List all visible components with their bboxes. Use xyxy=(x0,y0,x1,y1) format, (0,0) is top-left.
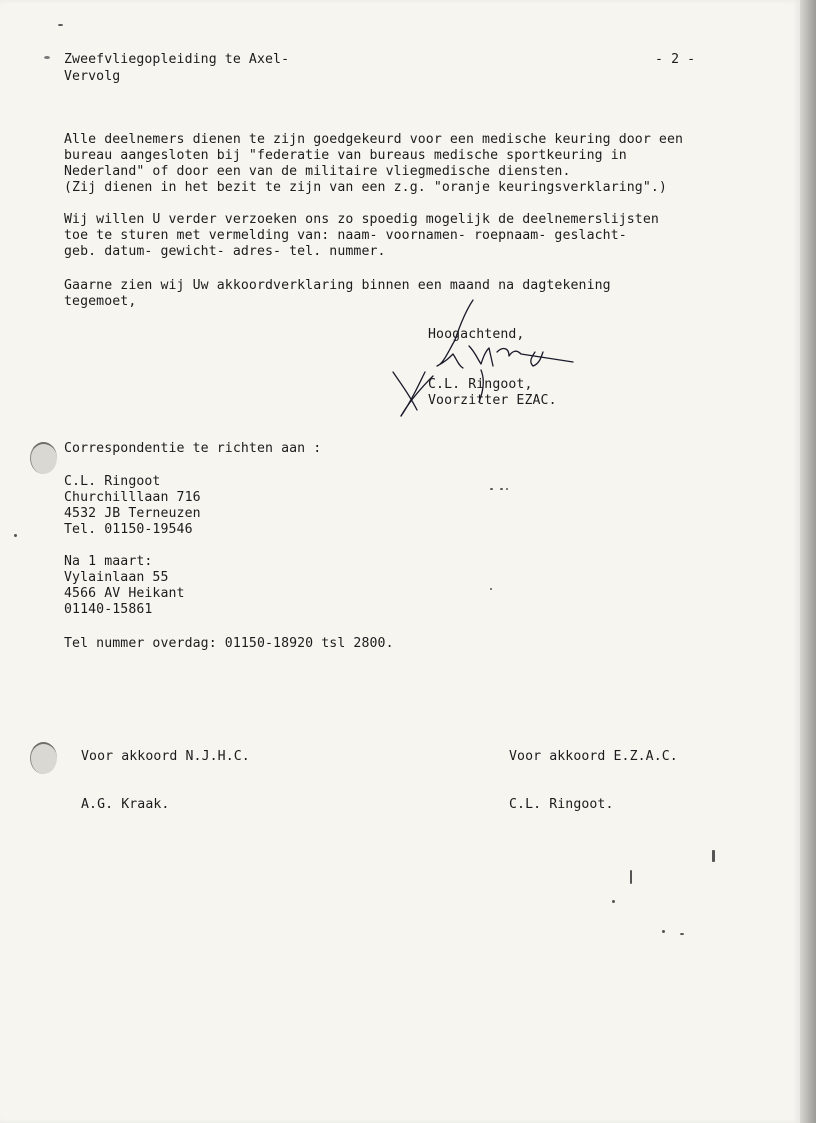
paper-mark xyxy=(500,488,503,490)
paragraph-line: toe te sturen met vermelding van: naam- voornamen- roepnaam- geslacht- xyxy=(64,228,627,243)
address-line: 4566 AV Heikant xyxy=(64,586,185,601)
paper-mark xyxy=(662,930,665,933)
daytime-phone: Tel nummer overdag: 01150-18920 tsl 2800. xyxy=(64,636,394,651)
address-line: Na 1 maart: xyxy=(64,554,153,569)
signatory-title: Voorzitter EZAC. xyxy=(428,393,557,408)
header-subject: Zweefvliegopleiding te Axel- xyxy=(64,52,290,67)
address-line: C.L. Ringoot xyxy=(64,474,161,489)
paper-mark xyxy=(712,850,715,862)
punch-hole-top xyxy=(30,442,57,474)
paragraph-line: tegemoet, xyxy=(64,294,137,309)
paragraph-line: geb. datum- gewicht- adres- tel. nummer. xyxy=(64,244,386,259)
paragraph-line: Wij willen U verder verzoeken ons zo spoedig mogelijk de deelnemerslijsten xyxy=(64,212,659,227)
paper-mark xyxy=(58,24,63,26)
address-line: 4532 JB Terneuzen xyxy=(64,506,201,521)
paragraph-line: (Zij dienen in het bezit te zijn van een z.g. "oranje keuringsverklaring".) xyxy=(64,180,667,195)
approval-right-name: C.L. Ringoot. xyxy=(509,797,614,812)
paper-mark xyxy=(680,933,684,935)
paragraph-line: Alle deelnemers dienen te zijn goedgekeurd voor een medische keuring door een xyxy=(64,132,684,147)
paper-mark xyxy=(14,534,17,537)
closing-greeting: Hoogachtend, xyxy=(428,327,525,342)
scan-edge xyxy=(800,0,816,1123)
paper-mark xyxy=(490,588,492,590)
address-line: 01140-15861 xyxy=(64,602,153,617)
address-line: Vylainlaan 55 xyxy=(64,570,169,585)
page-number: - 2 - xyxy=(655,52,696,67)
paper-mark xyxy=(630,870,632,884)
paragraph-line: bureau aangesloten bij "federatie van bureaus medische sportkeuring in xyxy=(64,148,627,163)
punch-hole-bottom xyxy=(30,742,57,774)
approval-left-name: A.G. Kraak. xyxy=(81,797,170,812)
approval-left-label: Voor akkoord N.J.H.C. xyxy=(81,749,250,764)
signatory-name: C.L. Ringoot, xyxy=(428,377,533,392)
address-line: Tel. 01150-19546 xyxy=(64,522,193,537)
correspondence-heading: Correspondentie te richten aan : xyxy=(64,441,322,456)
paragraph-line: Gaarne zien wij Uw akkoordverklaring binnen een maand na dagtekening xyxy=(64,278,611,293)
handwritten-signature xyxy=(385,292,585,422)
paper-mark xyxy=(612,900,615,903)
address-line: Churchilllaan 716 xyxy=(64,490,201,505)
paper-mark xyxy=(44,56,50,59)
header-continued: Vervolg xyxy=(64,69,121,84)
paper-mark xyxy=(506,488,508,490)
paragraph-line: Nederland" of door een van de militaire vliegmedische diensten. xyxy=(64,164,571,179)
paper-mark xyxy=(490,488,493,490)
approval-right-label: Voor akkoord E.Z.A.C. xyxy=(509,749,678,764)
